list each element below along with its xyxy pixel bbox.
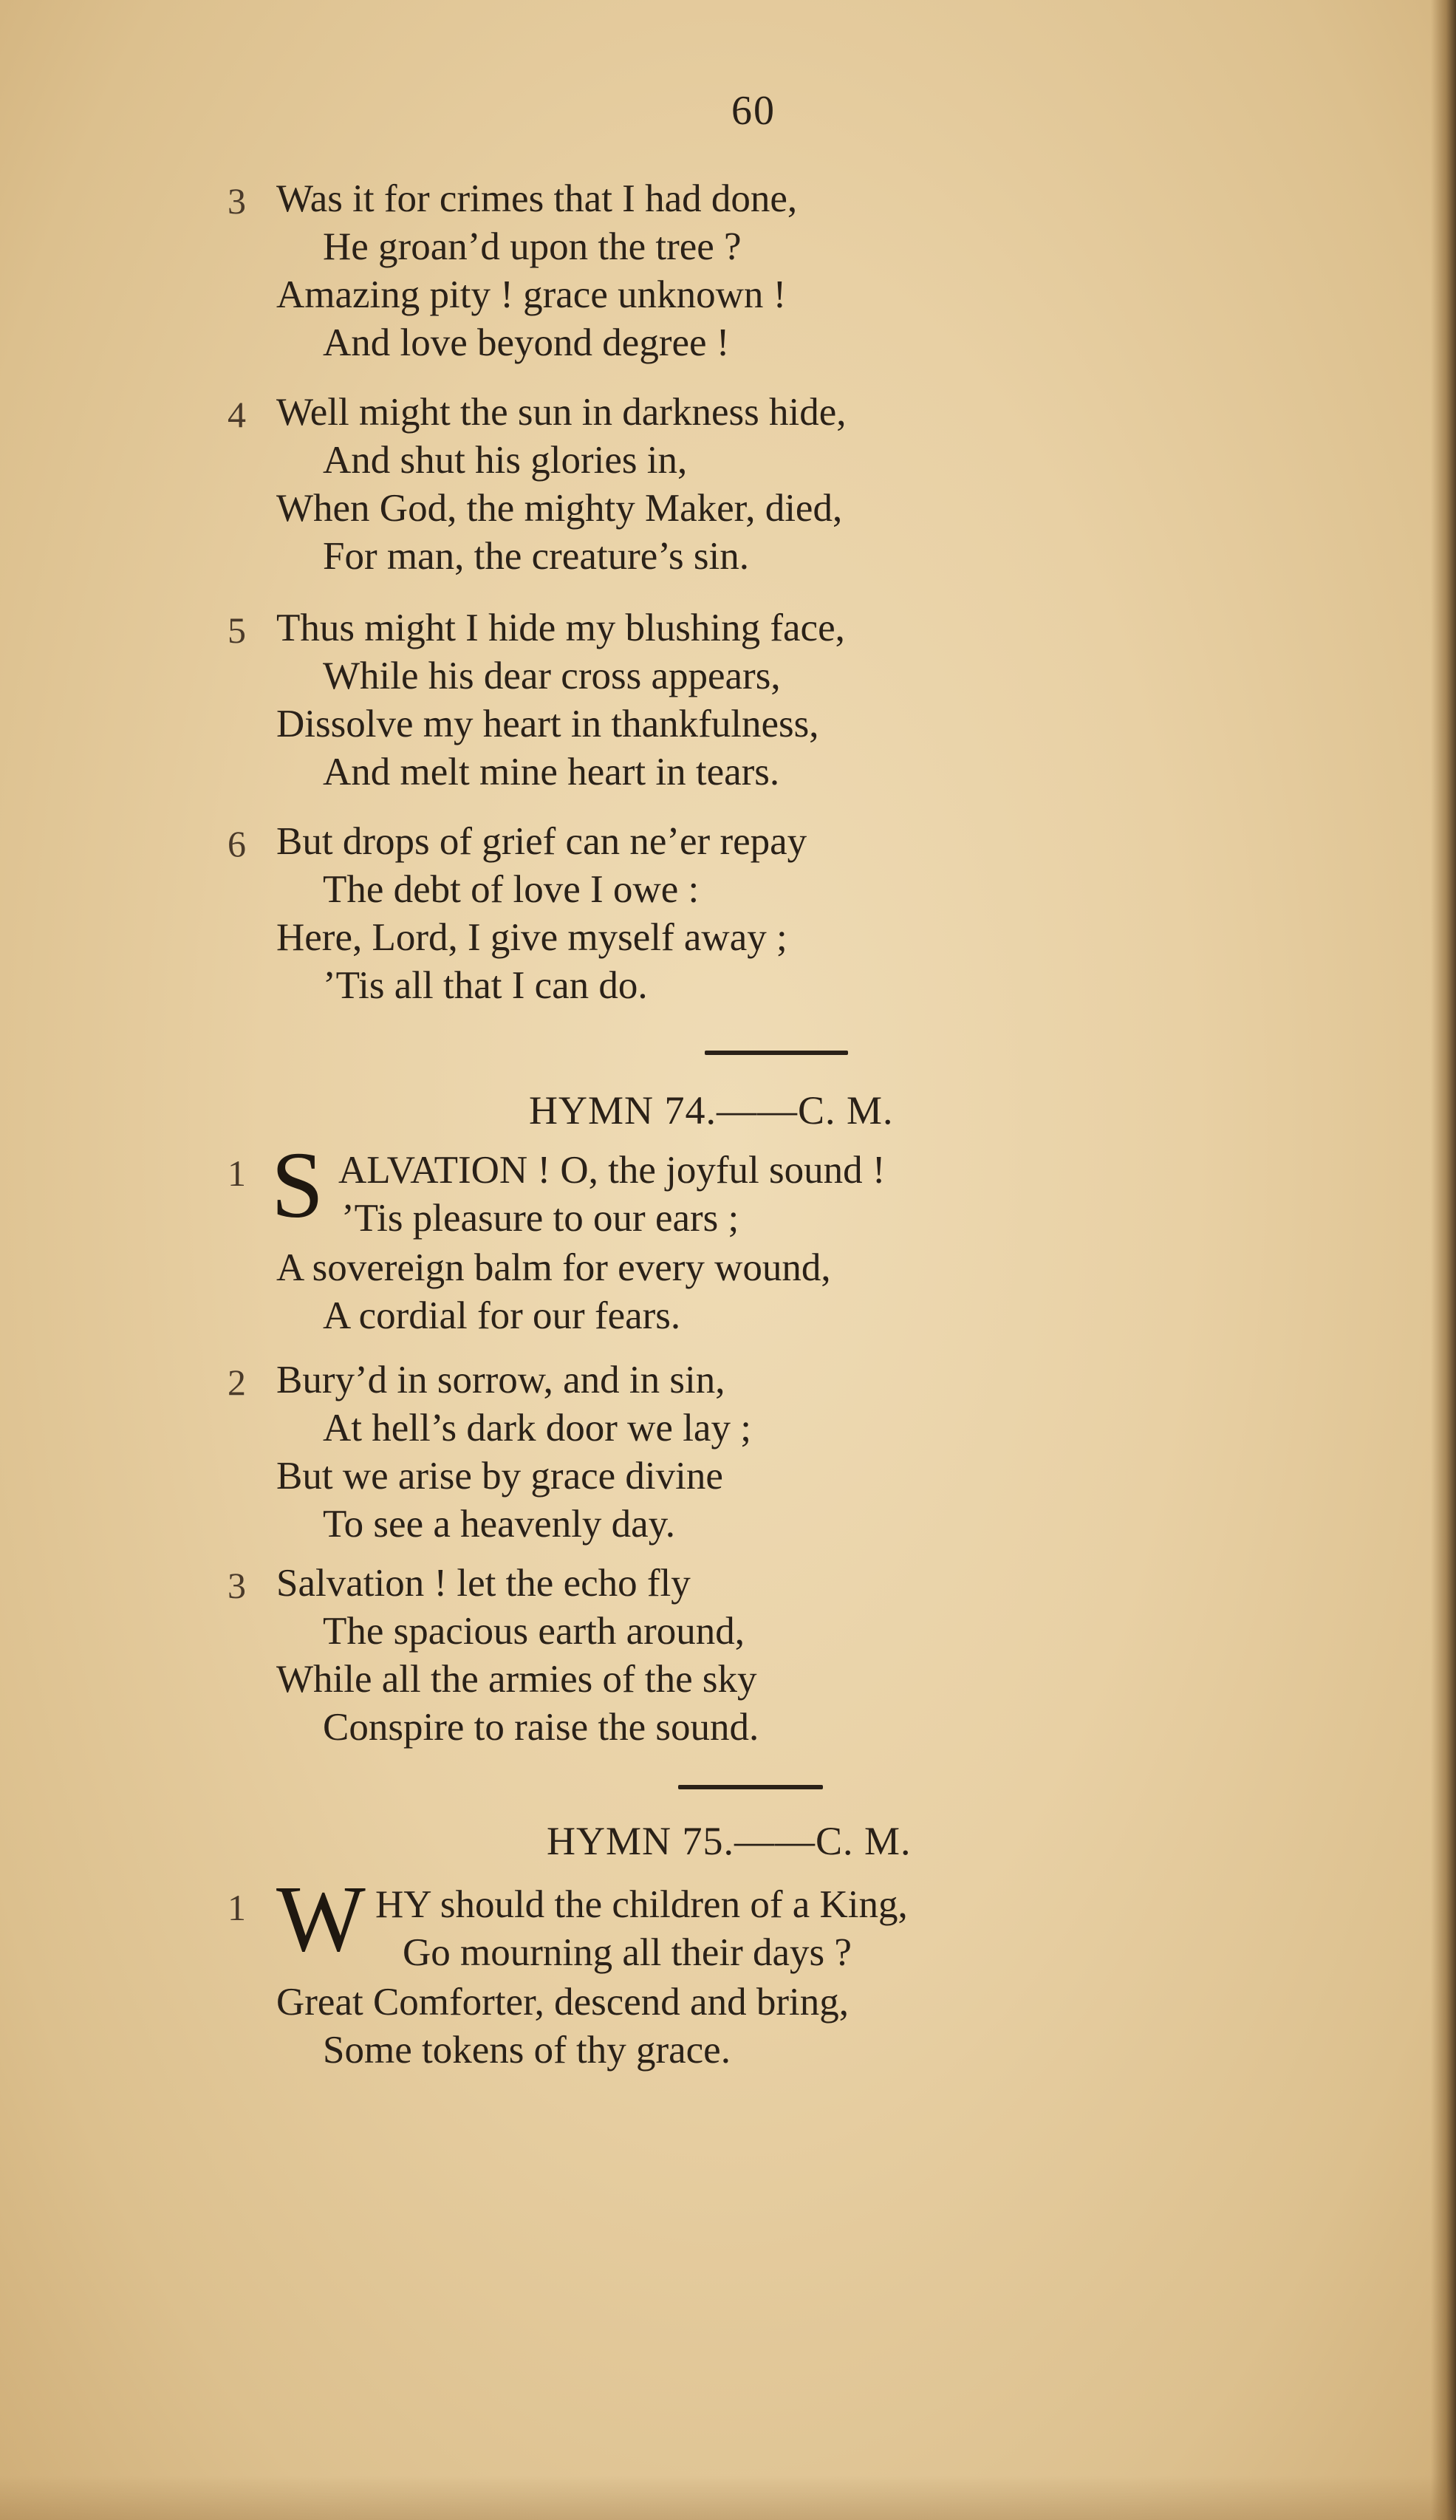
hymn-heading: HYMN 75.——C. M. bbox=[547, 1819, 912, 1863]
verse-number: 2 bbox=[228, 1362, 246, 1403]
verse-line: To see a heavenly day. bbox=[323, 1503, 675, 1546]
verse-line: Some tokens of thy grace. bbox=[323, 2029, 731, 2072]
verse-number: 3 bbox=[228, 1565, 246, 1606]
verse-line: Dissolve my heart in thankfulness, bbox=[276, 703, 819, 745]
verse-line: While all the armies of the sky bbox=[276, 1658, 757, 1701]
verse-line: And shut his glories in, bbox=[323, 439, 688, 482]
verse-line: For man, the creature’s sin. bbox=[323, 535, 749, 578]
verse-number: 1 bbox=[228, 1887, 246, 1928]
verse-line: Amazing pity ! grace unknown ! bbox=[276, 273, 787, 316]
verse-line: And love beyond degree ! bbox=[323, 321, 730, 364]
verse-number: 4 bbox=[228, 394, 246, 435]
verse-line: But we arise by grace divine bbox=[276, 1455, 723, 1498]
verse-line: Great Comforter, descend and bring, bbox=[276, 1981, 849, 2024]
verse-line: Conspire to raise the sound. bbox=[323, 1706, 759, 1749]
verse-line: Go mourning all their days ? bbox=[403, 1931, 852, 1974]
page-edge-shadow bbox=[1431, 0, 1456, 2520]
verse-number: 3 bbox=[228, 180, 246, 222]
verse-line: And melt mine heart in tears. bbox=[323, 751, 780, 793]
verse-line: Salvation ! let the echo fly bbox=[276, 1562, 691, 1605]
page-number: 60 bbox=[731, 88, 776, 134]
verse-line: Here, Lord, I give myself away ; bbox=[276, 916, 787, 959]
verse-line: HY should the children of a King, bbox=[375, 1883, 908, 1926]
verse-line: Bury’d in sorrow, and in sin, bbox=[276, 1359, 725, 1401]
verse-line: Well might the sun in darkness hide, bbox=[276, 391, 847, 434]
verse-number: 5 bbox=[228, 609, 246, 651]
verse-line: ’Tis all that I can do. bbox=[323, 964, 648, 1007]
verse-line: When God, the mighty Maker, died, bbox=[276, 487, 843, 530]
verse-line: The debt of love I owe : bbox=[323, 868, 700, 911]
verse-line: ’Tis pleasure to our ears ; bbox=[341, 1197, 739, 1240]
hymn-heading: HYMN 74.——C. M. bbox=[529, 1088, 894, 1133]
verse-number: 1 bbox=[228, 1153, 246, 1194]
verse-number: 6 bbox=[228, 823, 246, 864]
verse-line: But drops of grief can ne’er repay bbox=[276, 820, 807, 863]
verse-line: ALVATION ! O, the joyful sound ! bbox=[338, 1149, 886, 1192]
drop-cap: S bbox=[271, 1133, 324, 1237]
verse-line: At hell’s dark door we lay ; bbox=[323, 1407, 751, 1449]
verse-line: He groan’d upon the tree ? bbox=[323, 225, 742, 268]
verse-line: Was it for crimes that I had done, bbox=[276, 177, 798, 220]
verse-line: The spacious earth around, bbox=[323, 1610, 745, 1653]
page-bottom-shadow bbox=[0, 2476, 1456, 2520]
verse-line: A sovereign balm for every wound, bbox=[276, 1246, 831, 1289]
drop-cap: W bbox=[276, 1866, 366, 1971]
verse-line: While his dear cross appears, bbox=[323, 655, 781, 697]
section-divider bbox=[705, 1051, 848, 1055]
verse-line: Thus might I hide my blushing face, bbox=[276, 607, 845, 649]
section-divider bbox=[678, 1785, 823, 1789]
verse-line: A cordial for our fears. bbox=[323, 1294, 681, 1337]
